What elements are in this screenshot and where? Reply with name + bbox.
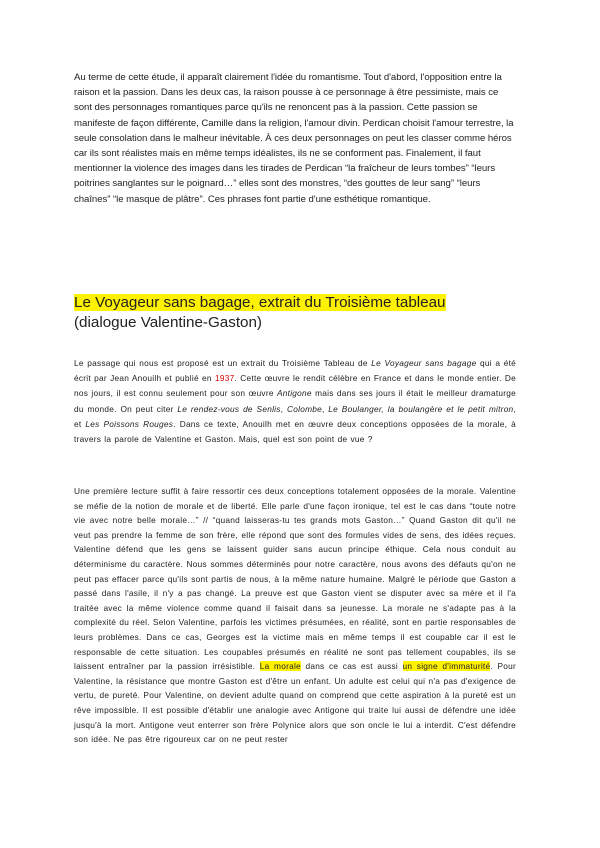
work-title: Antigone [277, 388, 312, 399]
text-run: . Dans ce texte, Anouilh met en œuvre deux conceptions opposées de la morale, à travers la parole de Valentine et Gaston. Mais, quel est son point de vue ? [74, 418, 517, 445]
text-run: . Pour Valentine, la résistance que montre Gaston est d'être un enfant. Un adulte est celui qui n'a pas d'exigence de vertu, de pureté. Pour Valentine, on devient adulte quand on comprend que cette aspiration à la pureté est un rêve impossible. Il est possible d'établir une analogie avec Antigone qui traite lui aussi de défendre une idée jusqu'à la mort. Antigone veut enterrer son frère Polynice alors que son oncle le lui a interdit. C'est défendre son idée. Ne pas être rigoureux car on ne peut rester [74, 661, 516, 745]
text-run: Le passage qui nous est proposé est un extrait du Troisième Tableau de [74, 358, 372, 368]
text-run: qui a été écrit par Jean Anouilh et publié en [74, 358, 516, 384]
section-title [74, 293, 516, 333]
section-subtitle: (dialogue Valentine-Gaston) [74, 314, 262, 331]
text-run: Une première lecture suffit à faire ressortir ces deux conceptions totalement opposées de la morale. Valentine se méfie de la notion de morale et de liberté. Elle parle d'une façon ironique, tel est le cas dans “toute notre vie avec notre belle morale…” // “quand laisseras-tu tes grands mots Gaston…” Quand Gaston dit qu'il ne veut pas prendre la femme de son frère, elle répond que sont des formules vides de sens, des idées reçues. Valentine défend que les gens se laissent guider sans aucun principe éthique. Cela nous conduit au déterminisme du caractère. Nous sommes déterminés pour notre caractère, nous avons des défauts qu'on ne peut pas effacer parce qu'ils sont partis de nous, à la même nature humaine. Malgré le période que Gaston a passé dans l'asile, il n'y a pas changé. La preuve est que Gaston vient se disputer avec sa mère et il l'a traitée avec la même violence comme quand il faisait dans sa jeunesse. La morale ne s'adapte pas à la complexité du réel. Selon Valentine, parfois les victimes présumées, en réalité, sont en partie responsables de leurs problèmes. Dans ce cas, Georges est la victime mais en même temps il est coupable car il est le responsable de cette situation. Les coupables présumés en réalité ne sont pas tellement coupables, ils se laissent entraîner par la passion irrésistible. [74, 486, 516, 672]
intro-paragraph: Au terme de cette étude, il apparaît clairement l'idée du romantisme. Tout d'abord, l'opposition entre la raison et la passion. Dans les deux cas, la raison pousse à ce personnage à être pessimiste, mais ce sont des personnages romantiques parce qu'ils ne renoncent pas à la passion. Cette passion se manifeste de façon différente, Camille dans la religion, l'amour divin. Perdican choisit l'amour terrestre, la seule consolation dans le malheur inévitable. À ces deux personnages on peut les classer comme héros car ils sont réalistes mais en même temps idéalistes, ils ne se conforment pas. Finalement, il faut mentionner la violence des images dans les tirades de Perdican “la fraîcheur de leurs tombes” “leurs poitrines sanglantes sur le poignard…” elles sont des monstres, “des gouttes de leur sang” “leurs chaînes” “le masque de plâtre”. Ces phrases font partie d'une esthétique romantique. [74, 72, 514, 205]
section-title-main: Le Voyageur sans bagage, extrait du Troisième tableau [74, 294, 446, 311]
paragraph-analysis [74, 484, 516, 747]
work-title: Le Boulanger, la boulangère et le petit mitron [328, 403, 514, 414]
work-title: Le Voyageur sans bagage [371, 358, 477, 368]
text-run: , [280, 403, 287, 414]
text-run: , [321, 403, 329, 414]
text-run: . Cette œuvre le rendit célèbre en France et dans le monde entier. De nos jours, il est connu seulement pour son œuvre [74, 373, 516, 399]
publication-year: 1937 [215, 373, 235, 384]
work-title: Colombe [287, 403, 322, 414]
paragraph-introduction [74, 356, 516, 447]
work-title: Le rendez-vous de Senlis [177, 403, 281, 414]
highlighted-text: La morale [259, 661, 301, 672]
text-run: mais dans ses jours il était le meilleur dramaturge du monde. On peut citer [74, 388, 516, 414]
text-run: dans ce cas est aussi [300, 661, 403, 672]
text-run: , et [74, 403, 516, 429]
highlighted-text: un signe d'immaturité [402, 661, 491, 672]
work-title: Les Poissons Rouges [85, 418, 174, 429]
